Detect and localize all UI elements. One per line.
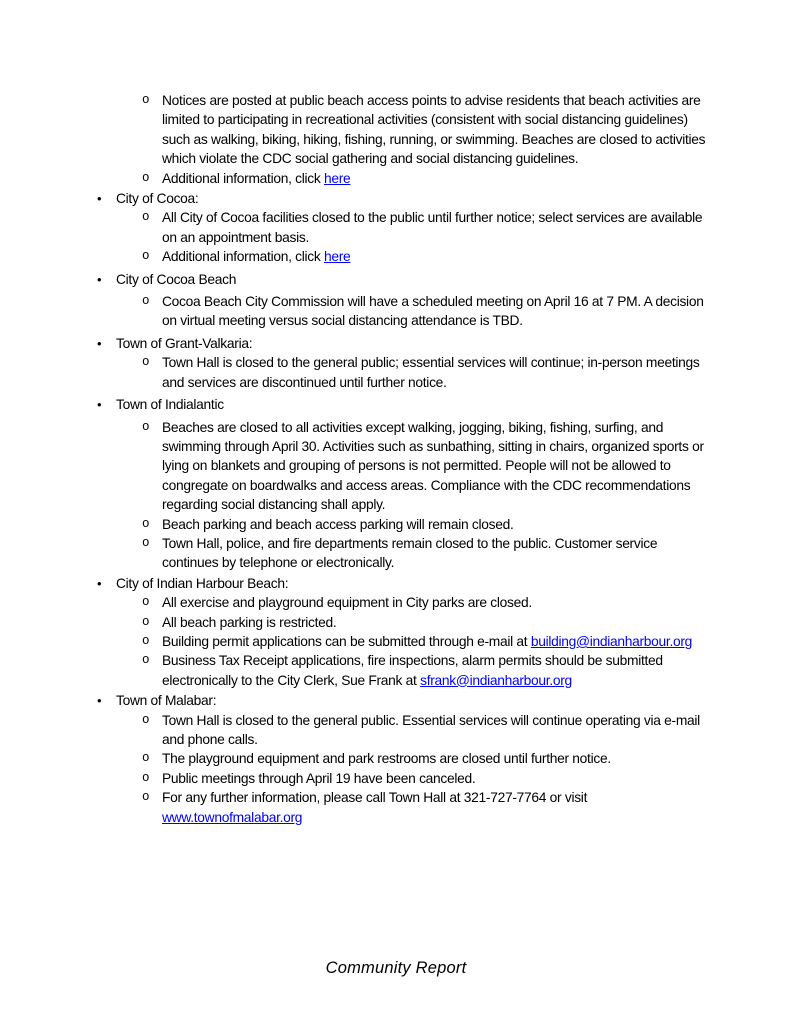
list-item <box>96 593 706 612</box>
circle-bullet-icon: o <box>142 249 150 264</box>
list-item <box>96 613 706 632</box>
circle-bullet-icon: o <box>142 355 150 370</box>
list-item-prefix: Building permit applications can be submitted through e-mail at <box>162 633 531 649</box>
section-heading: Town of Indialantic <box>116 397 224 413</box>
bulleted-list <box>96 91 706 827</box>
circle-bullet-icon: o <box>142 653 150 668</box>
list-item-text: Beach parking and beach access parking will remain closed. <box>162 516 514 532</box>
list-item <box>96 208 706 247</box>
disc-bullet-icon: • <box>97 335 102 351</box>
list-item-prefix: Additional information, click <box>162 249 325 265</box>
list-item <box>96 534 706 573</box>
list-item-text: All beach parking is restricted. <box>162 614 337 630</box>
list-item <box>96 169 706 188</box>
circle-bullet-icon: o <box>142 516 150 531</box>
list-item <box>96 711 706 750</box>
list-item-text: All exercise and playground equipment in City parks are closed. <box>162 595 532 611</box>
list-item-text: The playground equipment and park restrooms are closed until further notice. <box>162 751 611 767</box>
list-item-text <box>162 634 692 649</box>
list-item-text: Public meetings through April 19 have been canceled. <box>162 770 476 786</box>
list-item-text: Cocoa Beach City Commission will have a scheduled meeting on April 16 at 7 PM. A decision on virtual meeting versus social distancing attendance is TBD. <box>162 294 704 329</box>
list-heading <box>96 270 706 289</box>
circle-bullet-icon: o <box>142 712 150 727</box>
list-item <box>96 292 706 331</box>
list-item-text <box>162 249 350 264</box>
disc-bullet-icon: • <box>97 271 102 287</box>
section-heading: City of Indian Harbour Beach: <box>116 575 289 591</box>
list-item <box>96 353 706 392</box>
list-heading <box>96 189 706 208</box>
list-item-text <box>162 653 663 687</box>
list-item-text: Notices are posted at public beach access points to advise residents that beach activities are limited to participating in recreational activities (consistent with social distancing guidelines) such as walking, biking, hiking, fishing, running, or swimming. Beaches are closed to activities which violate the CDC social gathering and social distancing guidelines. <box>162 93 706 167</box>
list-item-text: Beaches are closed to all activities except walking, jogging, biking, fishing, surfing, and swimming through April 30. Activities such as sunbathing, sitting in chairs, organized sports or lying on blankets and grouping of persons is not permitted. People will not be allowed to congregate on boardwalks and access areas. Compliance with the CDC recommendations regarding social distancing shall apply. <box>162 419 704 513</box>
section-heading: Town of Grant-Valkaria: <box>116 335 253 351</box>
here-link[interactable]: here <box>324 170 351 186</box>
list-item-text <box>162 790 587 824</box>
list-item-text: Town Hall is closed to the general public. Essential services will continue operating via e-mail and phone calls. <box>162 712 700 747</box>
list-item <box>96 788 706 827</box>
list-item <box>96 749 706 768</box>
disc-bullet-icon: • <box>97 191 102 207</box>
list-item-prefix: Additional information, click <box>162 170 325 186</box>
list-item-text: All City of Cocoa facilities closed to the public until further notice; select services are available on an appointment basis. <box>162 210 703 245</box>
disc-bullet-icon: • <box>97 575 102 591</box>
list-item-prefix: Business Tax Receipt applications, fire inspections, alarm permits should be submitted electronically to the City Clerk, Sue Frank at <box>162 653 663 688</box>
list-heading <box>96 691 706 710</box>
circle-bullet-icon: o <box>142 770 150 785</box>
circle-bullet-icon: o <box>142 751 150 766</box>
list-item <box>96 91 706 169</box>
sfrank-email-link[interactable]: sfrank@indianharbour.org <box>420 672 572 688</box>
footer-text: Community Report <box>325 959 467 977</box>
circle-bullet-icon: o <box>142 535 150 550</box>
list-item <box>96 632 706 651</box>
section-heading: City of Cocoa: <box>116 191 199 207</box>
list-item <box>96 651 706 690</box>
circle-bullet-icon: o <box>142 294 150 309</box>
disc-bullet-icon: • <box>97 397 102 413</box>
list-item-text: Town Hall, police, and fire departments remain closed to the public. Customer service continues by telephone or electronically. <box>162 535 658 571</box>
list-heading <box>96 334 706 353</box>
circle-bullet-icon: o <box>142 170 150 185</box>
list-item-text: Town Hall is closed to the general public; essential services will continue; in-person meetings and services are discontinued until further notice. <box>162 355 700 390</box>
townofmalabar-link[interactable]: www.townofmalabar.org <box>162 809 303 825</box>
list-heading <box>96 574 706 593</box>
circle-bullet-icon: o <box>142 633 150 648</box>
list-item <box>96 247 706 266</box>
circle-bullet-icon: o <box>142 419 150 434</box>
list-item <box>96 769 706 788</box>
circle-bullet-icon: o <box>142 614 150 629</box>
here-link[interactable]: here <box>324 249 351 265</box>
section-heading: City of Cocoa Beach <box>116 271 237 287</box>
circle-bullet-icon: o <box>142 790 150 805</box>
list-item <box>96 418 706 515</box>
circle-bullet-icon: o <box>142 210 150 225</box>
circle-bullet-icon: o <box>142 93 150 107</box>
section-heading: Town of Malabar: <box>116 693 217 709</box>
list-item-prefix: For any further information, please call Town Hall at 321-727-7764 or visit <box>162 790 588 806</box>
list-item-text <box>162 171 350 186</box>
building-email-link[interactable]: building@indianharbour.org <box>530 633 693 649</box>
list-item <box>96 515 706 534</box>
disc-bullet-icon: • <box>97 693 102 709</box>
circle-bullet-icon: o <box>142 595 150 610</box>
list-heading <box>96 395 706 414</box>
